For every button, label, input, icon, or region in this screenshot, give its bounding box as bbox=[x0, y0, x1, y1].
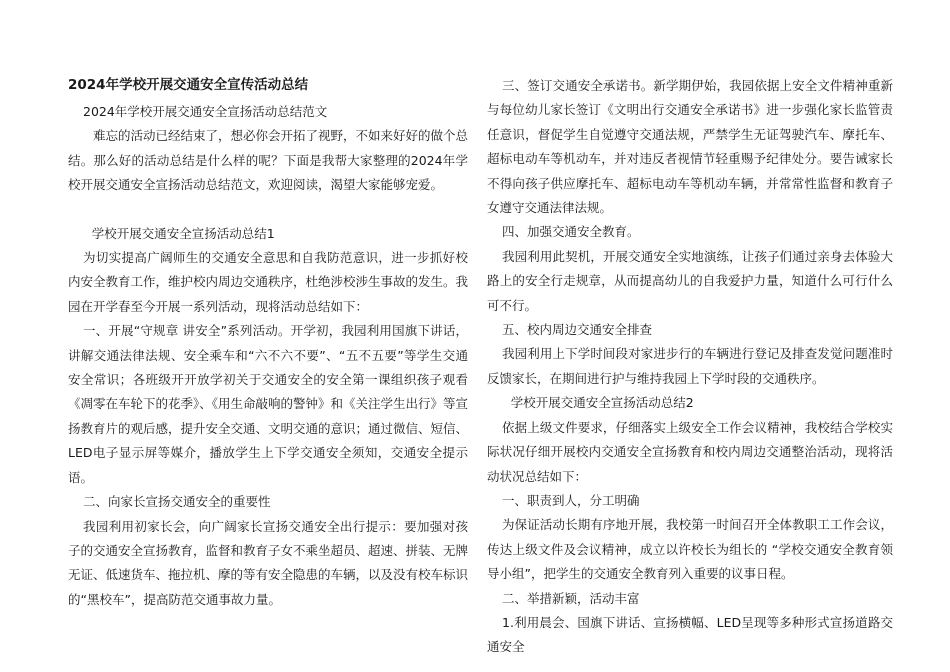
section-1-item-2-heading: 二、向家长宣扬交通安全的重要性 bbox=[83, 494, 271, 510]
section-2-item-1-heading: 一、职责到人，分工明确 bbox=[502, 492, 640, 508]
section-1-item-4-heading: 四、加强交通安全教育。 bbox=[502, 224, 640, 240]
section-1-item-1-heading: 一、开展“守规章 讲安全”系列活动。 bbox=[83, 323, 291, 339]
section-1-item-1-body: 开学初，我园利用国旗下讲话，讲解交通法律法规、安全乘车和“六不六不要”、“五不五要”等学生交通安全常识；各班级开开放学初关于交通安全的安全第一课组织孩子观看《凋零在车轮下的花季》、《用生命敲响的警钟》和《关注学生出行》等宣扬教育片的观后感，提升安全交通、文明交通的意识；通过微信、短信、LED电子显示屏等媒介，播放学生上下学交通安全须知，交通安全提示语。 bbox=[68, 323, 469, 485]
section-2-title: 学校开展交通安全宣扬活动总结2 bbox=[510, 395, 694, 411]
right-column bbox=[487, 74, 893, 660]
section-1-item-1 bbox=[68, 319, 468, 490]
section-1-intro: 为切实提高广阔师生的交通安全意思和自我防范意识，进一步抓好校内安全教育工作，维护校内周边交通秩序，杜绝涉校涉生事故的发生。我园在开学春至今开展一系列活动，现将活动总结如下： bbox=[68, 250, 469, 314]
left-column bbox=[68, 74, 468, 612]
section-1-item-4-body: 我园利用此契机，开展交通安全实地演练，让孩子们通过亲身去体验大路上的安全行走规章，从而提高幼儿的自我爱护力量，知道什么可行什么可不行。 bbox=[487, 248, 893, 313]
spacer bbox=[68, 198, 468, 222]
section-2-item-2-sub-1: 1.利用晨会、国旗下讲话、宣扬横幅、LED呈现等多种形式宣扬道路交通安全 bbox=[487, 614, 893, 655]
section-2-item-1-body: 为保证活动长期有序地开展，我校第一时间召开全体教职工工作会议，传达上级文件及会议精神，成立以许校长为组长的 “学校交通安全教育领导小组”，把学生的交通安全教育列入重要的议事日程。 bbox=[487, 517, 893, 582]
document-subtitle: 2024年学校开展交通安全宣扬活动总结范文 bbox=[83, 104, 328, 119]
section-1-item-3: 三、签订交通安全承诺书。新学期伊始，我园依据上安全文件精神重新与每位幼儿家长签订《文明出行交通安全承诺书》进一步强化家长监管责任意识，督促学生自觉遵守交通法规，严禁学生无证驾驶汽车、摩托车、超标电动车等机动车，并对违反者视情节轻重赐予纪律处分。要告诫家长不得向孩子供应摩托车、超标电动车等机动车辆，并常常性监督和教育子女遵守交通法律法规。 bbox=[487, 78, 893, 216]
section-2-item-2-heading: 二、举措新颖，活动丰富 bbox=[502, 590, 640, 606]
document-title: 2024年学校开展交通安全宣传活动总结 bbox=[68, 77, 309, 93]
section-1-title: 学校开展交通安全宣扬活动总结1 bbox=[91, 225, 275, 241]
section-2-intro: 依据上级文件要求，仔细落实上级安全工作会议精神，我校结合学校实际状况仔细开展校内交通安全宣扬教育和校内周边交通整治活动，现将活动状况总结如下： bbox=[487, 419, 893, 484]
intro-paragraph: 难忘的活动已经结束了，想必你会开拓了视野，不如来好好的做个总结。那么好的活动总结是什么样的呢？下面是我帮大家整理的2024年学校开展交通安全宣扬活动总结范文，欢迎阅读，渴望大家能够宠爱。 bbox=[68, 128, 469, 193]
section-1-item-5-body: 我园利用上下学时间段对家进步行的车辆进行登记及排查发觉问题准时反馈家长，在期间进行护与维持我园上下学时段的交通秩序。 bbox=[487, 346, 893, 386]
section-1-item-2-body: 我园利用初家长会，向广阔家长宣扬交通安全出行提示：要加强对孩子的交通安全宣扬教育，监督和教育子女不乘坐超员、超速、拼装、无牌无证、低速货车、拖拉机、摩的等有安全隐患的车辆，以及没有校车标识的“黑校车”，提高防范交通事故力量。 bbox=[68, 518, 469, 607]
section-1-item-5-heading: 五、校内周边交通安全排查 bbox=[502, 322, 653, 338]
